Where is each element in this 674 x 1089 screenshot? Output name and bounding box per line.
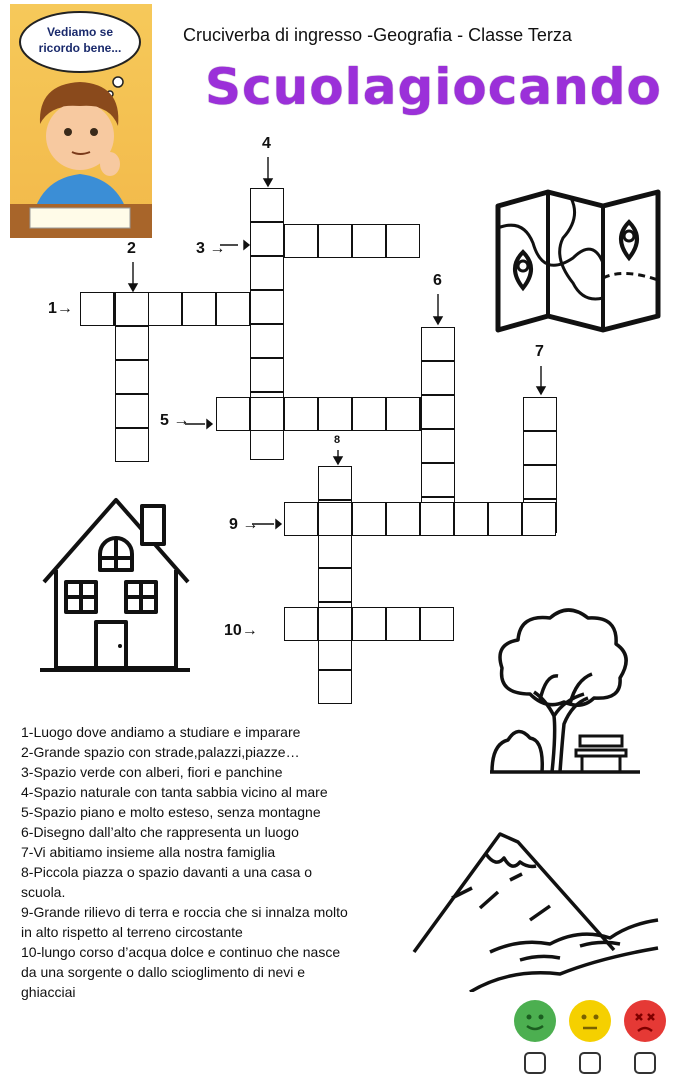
clue-6: 6-Disegno dall’alto che rappresenta un luogo [21,824,299,840]
brand-logo-text: Scuolagiocando [205,58,662,116]
house-icon [40,496,190,674]
clue-10: 10-lungo corso d’acqua dolce e continuo che nasce da una sorgente o dallo scioglimento di nevi e ghiacciai [21,944,341,1000]
clue-9: 9-Grande rilievo di terra e roccia che si innalza molto in alto rispetto al terreno circostante [21,904,348,940]
svg-text:Vediamo se: Vediamo se [46,25,114,39]
river-icon [490,920,658,952]
location-pin-icon [515,252,531,288]
sad-face-icon [624,1000,666,1042]
mountain-icon [410,828,660,992]
clue-number-4: 4 [262,135,271,152]
neutral-face-icon [569,1000,611,1042]
checkbox-happy[interactable] [524,1052,546,1074]
clue-2: 2-Grande spazio con strade,palazzi,piazze… [21,744,300,760]
clue-4: 4-Spazio naturale con tanta sabbia vicino al mare [21,784,328,800]
clue-number-8: 8 [334,434,341,446]
clue-number-2: 2 [127,240,136,257]
map-icon [493,188,663,334]
clue-number-3: 3 → [196,240,226,257]
clue-3: 3-Spazio verde con alberi, fiori e panchine [21,764,283,780]
checkbox-neutral[interactable] [579,1052,601,1074]
clue-number-10: 10→ [224,622,258,639]
tree-icon [490,604,640,774]
clue-number-5: 5 → [160,412,190,429]
page-title: Cruciverba di ingresso -Geografia - Classe Terza [183,25,572,45]
clue-number-6: 6 [433,272,442,289]
clue-number-7: 7 [535,343,544,360]
svg-text:ricordo bene...: ricordo bene... [38,41,122,55]
bench-icon [576,736,626,772]
clue-7: 7-Vi abitiamo insieme alla nostra famiglia [21,844,276,860]
clue-5: 5-Spazio piano e molto esteso, senza montagne [21,804,321,820]
clue-list [21,722,351,1002]
clue-number-1: 1→ [48,300,73,317]
clue-1: 1-Luogo dove andiamo a studiare e imparare [21,724,301,740]
clue-number-9: 9 → [229,516,259,533]
clue-8: 8-Piccola piazza o spazio davanti a una casa o scuola. [21,864,313,900]
checkbox-sad[interactable] [634,1052,656,1074]
happy-face-icon [514,1000,556,1042]
